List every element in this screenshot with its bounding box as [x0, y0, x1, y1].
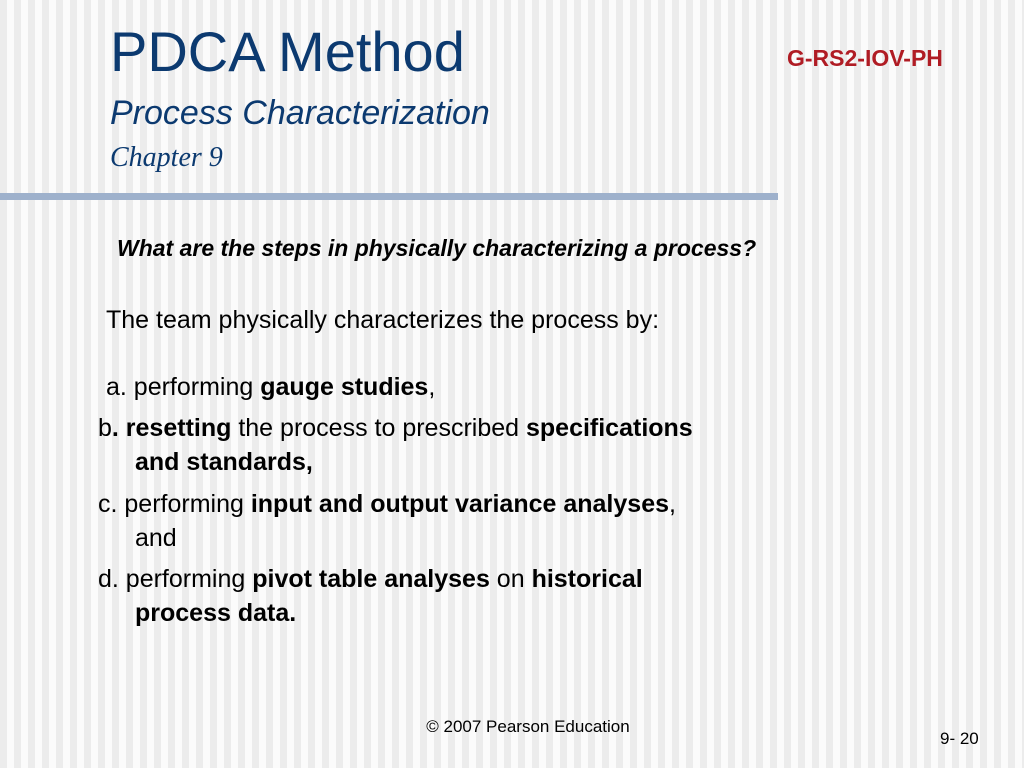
step-a-bold: gauge studies [260, 373, 429, 401]
step-c-prefix: c. performing [98, 490, 251, 518]
step-c-continuation: and [135, 524, 177, 552]
intro-text: The team physically characterizes the process by: [106, 306, 660, 334]
step-b-prefix: b [98, 414, 112, 442]
slide-title: PDCA Method [110, 20, 465, 83]
step-c-suffix: , [669, 490, 676, 518]
step-a-prefix: a. performing [106, 373, 261, 401]
step-c-bold: input and output variance analyses [250, 490, 669, 518]
title-divider [0, 193, 778, 200]
step-d-bold2: historical [531, 565, 643, 593]
step-b-middle: the process to prescribed [231, 414, 526, 442]
step-d-bold: pivot table analyses [252, 565, 490, 593]
step-a-suffix: , [428, 373, 436, 401]
page-number: 9- 20 [940, 729, 979, 748]
step-d-middle: on [489, 565, 532, 593]
chapter-label: Chapter 9 [110, 142, 223, 173]
step-d-prefix: d. performing [98, 565, 253, 593]
step-b [98, 411, 693, 479]
course-code: G-RS2-IOV-PH [787, 45, 943, 71]
step-b-bold2: specifications [525, 414, 693, 442]
slide-subtitle: Process Characterization [110, 94, 490, 132]
question-heading: What are the steps in physically characterizing a process? [117, 235, 757, 261]
step-a [106, 370, 435, 404]
copyright: © 2007 Pearson Education [426, 717, 630, 736]
step-d-continuation: process data. [135, 599, 297, 627]
step-d [98, 562, 643, 630]
step-b-bold: . resetting [111, 414, 232, 442]
step-c [98, 487, 676, 555]
step-b-continuation: and standards, [135, 448, 313, 476]
